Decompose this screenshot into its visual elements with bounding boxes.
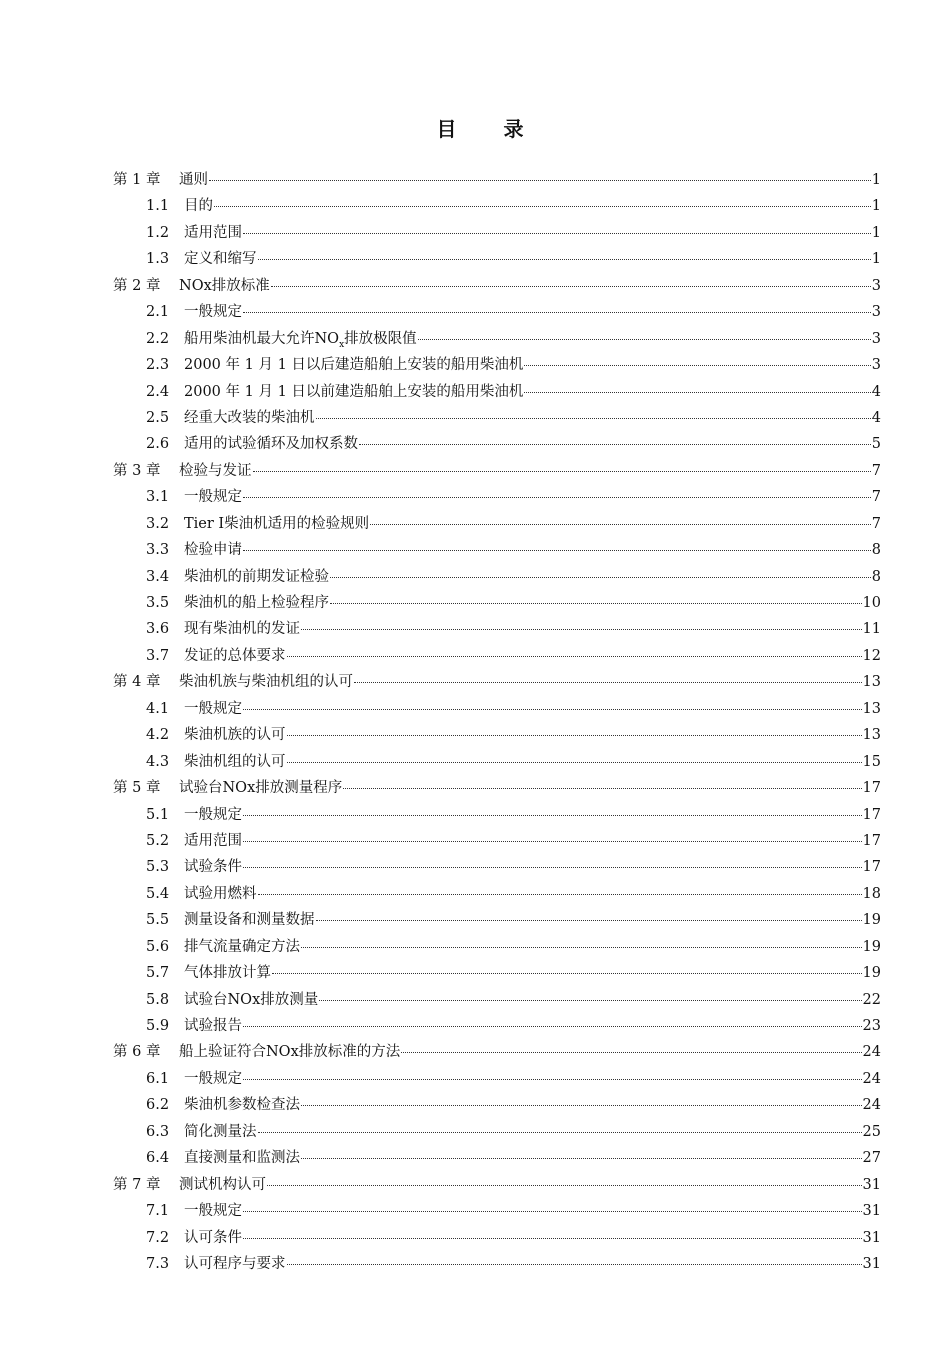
toc-entry-label-text: 船上验证符合NOx排放标准的方法 (179, 1044, 401, 1061)
toc-page-number: 7 (871, 462, 881, 479)
toc-entry-number: 6.1 (146, 1070, 170, 1087)
toc-dot-leader (524, 364, 870, 366)
toc-entry-label (184, 193, 213, 219)
toc-chapter-entry[interactable] (113, 458, 881, 484)
toc-dot-leader (524, 391, 870, 393)
toc-dot-leader (243, 814, 862, 816)
toc-title: 目 录 (436, 117, 544, 141)
toc-entry-number: 3.7 (146, 647, 170, 664)
toc-entry-label (184, 696, 242, 722)
toc-entry-label-text: 一般规定 (184, 304, 242, 321)
toc-entry-number: 2.3 (146, 357, 170, 374)
toc-entry-label-text: 测量设备和测量数据 (184, 912, 315, 929)
toc-page-number: 7 (871, 489, 881, 506)
toc-dot-leader (243, 840, 862, 842)
toc-entry-label-text: 排气流量确定方法 (184, 938, 300, 955)
toc-dot-leader (330, 576, 871, 578)
toc-dot-leader (243, 1237, 862, 1239)
toc-dot-leader (287, 655, 862, 657)
toc-section-entry[interactable] (113, 722, 881, 748)
toc-page-number: 12 (862, 647, 881, 664)
toc-section-entry[interactable] (113, 907, 881, 933)
toc-chapter-entry[interactable] (113, 273, 881, 299)
toc-page-number: 17 (862, 780, 881, 797)
toc-dot-leader (287, 734, 862, 736)
toc-entry-label (184, 616, 300, 642)
toc-entry-label-text: 测试机构认可 (179, 1176, 266, 1193)
toc-dot-leader (301, 1157, 862, 1159)
toc-dot-leader (243, 1025, 862, 1027)
toc-section-entry[interactable] (113, 802, 881, 828)
toc-page-number: 1 (871, 198, 881, 215)
toc-entry-number: 4.2 (146, 727, 170, 744)
toc-page-number: 10 (862, 595, 881, 611)
toc-page-number: 31 (862, 1255, 881, 1272)
toc-section-entry[interactable] (113, 299, 881, 325)
toc-entry-label (184, 379, 523, 405)
toc-entry-label-text: 简化测量法 (184, 1123, 257, 1140)
toc-entry-number: 5.9 (146, 1018, 170, 1034)
toc-page-number: 17 (862, 832, 881, 849)
toc-entry-label (184, 1145, 300, 1171)
toc-entry-label (184, 564, 329, 590)
toc-dot-leader (214, 205, 871, 207)
toc-page-number: 31 (862, 1229, 881, 1246)
toc-entry-number: 第 4 章 (113, 674, 161, 691)
toc-section-entry[interactable] (113, 326, 881, 352)
toc-section-entry[interactable] (113, 537, 881, 563)
toc-page-number: 1 (871, 172, 881, 188)
toc-section-entry[interactable] (113, 379, 881, 405)
toc-entry-label-text: 2000 年 1 月 1 日以后建造船舶上安装的船用柴油机 (184, 357, 524, 374)
toc-section-entry[interactable] (113, 193, 881, 219)
toc-section-entry[interactable] (113, 246, 881, 272)
toc-entry-label-text: 2000 年 1 月 1 日以前建造船舶上安装的船用柴油机 (184, 383, 524, 400)
toc-entry-label (184, 1251, 286, 1277)
toc-entry-label-text: 经重大改装的柴油机 (184, 409, 315, 426)
toc-entry-label (184, 1066, 242, 1092)
toc-dot-leader (370, 523, 871, 525)
toc-section-entry[interactable] (113, 934, 881, 960)
toc-dot-leader (272, 972, 862, 974)
toc-entry-label-text: 发证的总体要求 (184, 647, 286, 664)
toc-page-number: 3 (871, 304, 881, 321)
toc-dot-leader (243, 232, 871, 234)
toc-page-number: 24 (862, 1097, 881, 1114)
toc-entry-label-text: 直接测量和监测法 (184, 1150, 300, 1167)
toc-section-entry[interactable] (113, 987, 881, 1013)
toc-entry-number: 6.3 (146, 1123, 170, 1140)
toc-page-number: 3 (871, 357, 881, 374)
table-of-contents (113, 167, 881, 1277)
toc-entry-label (179, 1039, 400, 1065)
toc-entry-number: 2.4 (146, 383, 170, 400)
toc-entry-number: 2.2 (146, 330, 170, 347)
toc-entry-number: 5.4 (146, 885, 170, 902)
toc-page-number: 31 (862, 1203, 881, 1220)
toc-entry-label-text: 一般规定 (184, 700, 242, 717)
toc-section-entry[interactable] (113, 749, 881, 775)
toc-dot-leader (287, 761, 862, 763)
toc-page-number: 4 (871, 383, 881, 400)
toc-dot-leader (243, 1210, 862, 1212)
toc-dot-leader (243, 866, 862, 868)
toc-entry-label-text: 定义和缩写 (184, 251, 257, 268)
toc-section-entry[interactable] (113, 696, 881, 722)
toc-entry-label (184, 722, 286, 748)
toc-entry-label (184, 511, 369, 537)
toc-entry-label (184, 749, 286, 775)
toc-entry-number: 3.6 (146, 621, 170, 638)
toc-page-number: 11 (862, 621, 881, 638)
toc-dot-leader (354, 681, 862, 683)
toc-entry-label (179, 669, 353, 695)
toc-entry-label-text: 认可条件 (184, 1229, 242, 1246)
toc-section-entry[interactable] (113, 828, 881, 854)
toc-dot-leader (418, 338, 871, 340)
toc-entry-number: 5.6 (146, 938, 170, 955)
toc-entry-label (179, 775, 342, 801)
toc-entry-number: 3.3 (146, 542, 170, 559)
toc-entry-number: 5.7 (146, 965, 170, 982)
toc-page-number: 3 (871, 330, 881, 347)
toc-entry-label-text: 目的 (184, 198, 213, 215)
toc-entry-label-text: 适用范围 (184, 832, 242, 849)
toc-page-number: 5 (871, 436, 881, 453)
toc-entry-label-subscript: x (339, 339, 345, 350)
toc-page-number: 13 (862, 700, 881, 717)
toc-entry-number: 2.6 (146, 436, 170, 453)
toc-chapter-entry[interactable] (113, 669, 881, 695)
toc-entry-number: 4.3 (146, 753, 170, 770)
toc-entry-number: 第 5 章 (113, 780, 161, 797)
toc-entry-label-text: 柴油机族与柴油机组的认可 (179, 674, 353, 691)
toc-entry-label (179, 167, 208, 193)
toc-entry-label (184, 881, 257, 907)
toc-dot-leader (243, 1078, 862, 1080)
toc-entry-label (184, 1225, 242, 1251)
toc-entry-label-text: 气体排放计算 (184, 965, 271, 982)
toc-dot-leader (258, 893, 862, 895)
toc-entry-number: 5.5 (146, 912, 170, 929)
toc-entry-label (184, 431, 358, 457)
toc-page-number: 15 (862, 753, 881, 770)
toc-entry-label-text: 适用的试验循环及加权系数 (184, 436, 358, 453)
toc-page-number: 19 (862, 912, 881, 929)
toc-page-number: 13 (862, 727, 881, 744)
toc-section-entry[interactable] (113, 616, 881, 642)
toc-entry-number: 第 2 章 (113, 277, 161, 294)
toc-entry-label (184, 590, 329, 616)
toc-entry-number: 3.1 (146, 489, 170, 506)
toc-entry-label-text: 试验报告 (184, 1018, 242, 1034)
toc-entry-label (184, 802, 242, 828)
toc-dot-leader (301, 1104, 862, 1106)
toc-entry-label-text: 试验台NOx排放测量程序 (179, 780, 343, 797)
toc-entry-label (184, 1013, 242, 1039)
toc-entry-label-text: 柴油机族的认可 (184, 727, 286, 744)
toc-section-entry[interactable] (113, 1225, 881, 1251)
toc-entry-number: 第 7 章 (113, 1176, 161, 1193)
toc-entry-label (184, 405, 315, 431)
toc-dot-leader (253, 470, 871, 472)
toc-page-number: 17 (862, 859, 881, 876)
toc-dot-leader (330, 602, 862, 604)
toc-entry-label-text: 检验申请 (184, 542, 242, 559)
toc-entry-label-text: 检验与发证 (179, 462, 252, 479)
toc-section-entry[interactable] (113, 405, 881, 431)
toc-page-number: 31 (862, 1176, 881, 1193)
toc-dot-leader (316, 417, 871, 419)
toc-entry-number: 5.8 (146, 991, 170, 1008)
toc-entry-label (184, 1198, 242, 1224)
toc-page-number: 27 (862, 1150, 881, 1167)
toc-entry-label (184, 1119, 257, 1145)
toc-entry-number: 1.3 (146, 251, 170, 268)
toc-section-entry[interactable] (113, 511, 881, 537)
toc-entry-label-text: 现有柴油机的发证 (184, 621, 300, 638)
toc-section-entry[interactable] (113, 854, 881, 880)
toc-page-number: 24 (862, 1044, 881, 1061)
toc-entry-label-tail: 排放极限值 (344, 330, 417, 347)
toc-dot-leader (319, 999, 861, 1001)
toc-page-number: 1 (871, 251, 881, 268)
toc-entry-label-text: 认可程序与要求 (184, 1255, 286, 1272)
toc-entry-number: 第 6 章 (113, 1044, 161, 1061)
toc-entry-label (184, 960, 271, 986)
toc-section-entry[interactable] (113, 643, 881, 669)
toc-dot-leader (316, 919, 862, 921)
toc-entry-number: 7.2 (146, 1229, 170, 1246)
toc-entry-number: 5.3 (146, 859, 170, 876)
toc-entry-label (184, 987, 318, 1013)
toc-dot-leader (359, 443, 871, 445)
toc-chapter-entry[interactable] (113, 1039, 881, 1065)
toc-dot-leader (243, 549, 871, 551)
toc-section-entry[interactable] (113, 881, 881, 907)
toc-section-entry[interactable] (113, 1092, 881, 1118)
toc-page-number: 23 (862, 1018, 881, 1034)
toc-page-number: 1 (871, 224, 881, 241)
toc-dot-leader (267, 1184, 862, 1186)
toc-entry-label-text: 试验条件 (184, 859, 242, 876)
toc-entry-number: 5.2 (146, 832, 170, 849)
toc-entry-label-text: 船用柴油机最大允许NO (184, 330, 340, 347)
toc-entry-label (184, 299, 242, 325)
toc-section-entry[interactable] (113, 960, 881, 986)
toc-entry-number: 第 1 章 (113, 172, 161, 188)
toc-entry-label-text: 一般规定 (184, 806, 242, 823)
toc-page-number: 8 (871, 542, 881, 559)
toc-entry-number: 第 3 章 (113, 462, 161, 479)
toc-entry-label-text: 一般规定 (184, 1203, 242, 1220)
toc-entry-label (184, 352, 523, 378)
toc-chapter-entry[interactable] (113, 167, 881, 193)
toc-page-number: 24 (862, 1070, 881, 1087)
toc-dot-leader (209, 179, 871, 181)
toc-entry-label-text: 试验用燃料 (184, 885, 257, 902)
toc-page-number: 3 (871, 277, 881, 294)
toc-section-entry[interactable] (113, 1119, 881, 1145)
toc-chapter-entry[interactable] (113, 1172, 881, 1198)
toc-entry-label (184, 934, 300, 960)
toc-page-number: 17 (862, 806, 881, 823)
toc-entry-label-text: 一般规定 (184, 1070, 242, 1087)
toc-entry-number: 2.1 (146, 304, 170, 321)
toc-section-entry[interactable] (113, 1198, 881, 1224)
toc-entry-number: 7.1 (146, 1203, 170, 1220)
toc-dot-leader (243, 708, 862, 710)
toc-entry-number: 6.2 (146, 1097, 170, 1114)
toc-dot-leader (258, 1131, 862, 1133)
toc-entry-label-text: 一般规定 (184, 489, 242, 506)
toc-entry-label (184, 907, 315, 933)
toc-entry-label-text: 柴油机的船上检验程序 (184, 595, 329, 611)
toc-page-number: 7 (871, 515, 881, 532)
toc-entry-number: 5.1 (146, 806, 170, 823)
toc-entry-label-text: 试验台NOx排放测量 (184, 991, 319, 1008)
toc-entry-label (184, 537, 242, 563)
toc-entry-label-text: 通则 (179, 172, 208, 188)
toc-page-number: 25 (862, 1123, 881, 1140)
toc-dot-leader (271, 285, 871, 287)
toc-entry-number: 2.5 (146, 409, 170, 426)
toc-section-entry[interactable] (113, 484, 881, 510)
toc-section-entry[interactable] (113, 431, 881, 457)
toc-entry-label (179, 273, 270, 299)
toc-section-entry[interactable] (113, 352, 881, 378)
toc-chapter-entry[interactable] (113, 775, 881, 801)
toc-section-entry[interactable] (113, 1145, 881, 1171)
toc-entry-number: 6.4 (146, 1150, 170, 1167)
toc-entry-number: 1.1 (146, 198, 170, 215)
toc-entry-label-text: NOx排放标准 (179, 277, 270, 294)
toc-dot-leader (258, 258, 871, 260)
toc-section-entry[interactable] (113, 1251, 881, 1277)
toc-page-number: 22 (862, 991, 881, 1008)
toc-entry-label (184, 484, 242, 510)
toc-entry-label-text: 柴油机的前期发证检验 (184, 568, 329, 585)
toc-entry-label (179, 458, 252, 484)
toc-entry-label-text: 柴油机参数检查法 (184, 1097, 300, 1114)
toc-entry-label (184, 246, 257, 272)
toc-entry-number: 3.4 (146, 568, 170, 585)
toc-entry-label (184, 1092, 300, 1118)
toc-entry-label (184, 220, 242, 246)
toc-page-number: 18 (862, 885, 881, 902)
toc-page-number: 19 (862, 965, 881, 982)
toc-section-entry[interactable] (113, 1013, 881, 1039)
toc-entry-label (184, 643, 286, 669)
toc-dot-leader (401, 1051, 861, 1053)
toc-entry-number: 7.3 (146, 1255, 170, 1272)
toc-entry-label-text: 适用范围 (184, 224, 242, 241)
toc-section-entry[interactable] (113, 1066, 881, 1092)
toc-entry-label (184, 828, 242, 854)
toc-entry-number: 1.2 (146, 224, 170, 241)
toc-page-number: 19 (862, 938, 881, 955)
toc-dot-leader (301, 946, 862, 948)
toc-entry-number: 4.1 (146, 700, 170, 717)
toc-dot-leader (243, 496, 871, 498)
toc-entry-label (184, 326, 417, 352)
toc-entry-label (179, 1172, 266, 1198)
toc-section-entry[interactable] (113, 564, 881, 590)
toc-entry-label-text: Tier I柴油机适用的检验规则 (184, 515, 370, 532)
toc-dot-leader (243, 311, 871, 313)
toc-section-entry[interactable] (113, 590, 881, 616)
toc-dot-leader (287, 1263, 862, 1265)
toc-entry-number: 3.5 (146, 595, 170, 611)
toc-entry-label (184, 854, 242, 880)
toc-page-number: 8 (871, 568, 881, 585)
toc-dot-leader (301, 628, 862, 630)
toc-entry-number: 3.2 (146, 515, 170, 532)
toc-page-number: 4 (871, 409, 881, 426)
toc-page-number: 13 (862, 674, 881, 691)
toc-dot-leader (343, 787, 861, 789)
toc-section-entry[interactable] (113, 220, 881, 246)
toc-entry-label-text: 柴油机组的认可 (184, 753, 286, 770)
